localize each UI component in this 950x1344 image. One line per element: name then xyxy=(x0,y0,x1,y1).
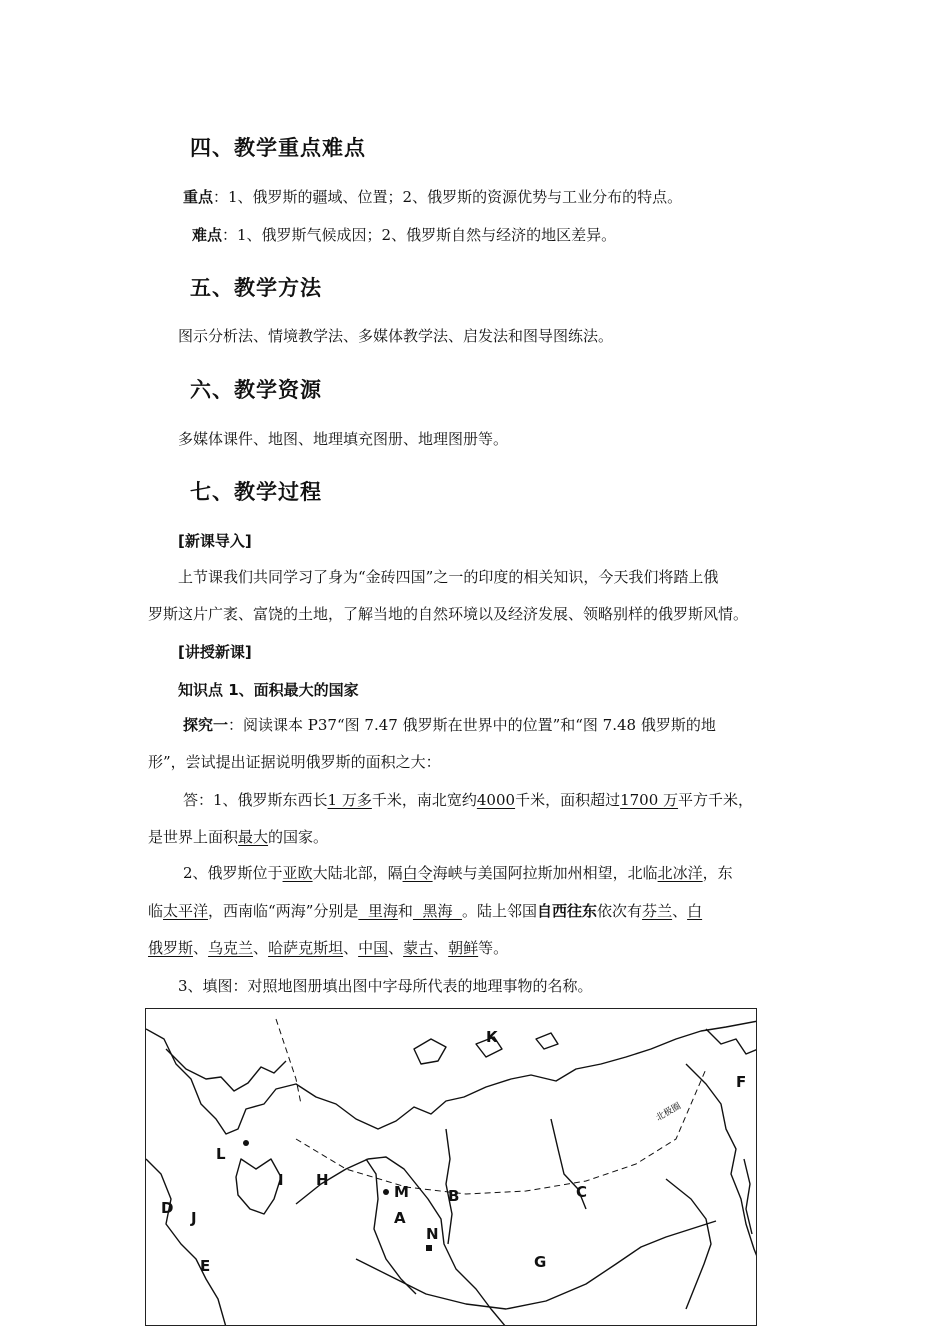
map-label-f: F xyxy=(736,1073,747,1091)
answer-strait: 白令 xyxy=(402,864,433,882)
answer-1-text: 千米，南北宽约 xyxy=(371,791,477,809)
explore-text-1: ：阅读课本 P37“图 7.47 俄罗斯在世界中的位置”和“图 7.48 俄罗斯的地 xyxy=(228,716,716,734)
section-6-title: 六、教学资源 xyxy=(190,378,322,402)
separator: 、 xyxy=(388,939,404,957)
map-label-k: K xyxy=(486,1028,498,1046)
answer-1-text: 千米，面积超过 xyxy=(515,791,621,809)
explore-label: 探究一 xyxy=(183,716,229,734)
answer-2-text: 大陆北部，隔 xyxy=(312,864,403,882)
answer-largest: 最大 xyxy=(238,828,269,846)
explore-line-1 xyxy=(183,714,716,735)
answer-area: 1700 万 xyxy=(620,791,679,809)
separator: 、 xyxy=(343,939,359,957)
section-5-title: 五、教学方法 xyxy=(190,276,322,300)
key-points-text: ：1、俄罗斯的疆域、位置；2、俄罗斯的资源优势与工业分布的特点。 xyxy=(213,188,683,206)
answer-direction: 自西往东 xyxy=(537,902,598,920)
difficulties-text: ：1、俄罗斯气候成因；2、俄罗斯自然与经济的地区差异。 xyxy=(222,226,617,244)
arctic-circle-label: 北极圈 xyxy=(654,1101,683,1124)
neighbor-belarus-part2: 俄罗斯 xyxy=(148,939,194,957)
answer-1-line-2 xyxy=(148,826,328,847)
map-label-a: A xyxy=(394,1209,406,1227)
answer-2-text: 海峡与美国阿拉斯加州相望，北临 xyxy=(432,864,658,882)
key-points-label: 重点 xyxy=(183,188,214,206)
knowledge-point-1: 知识点 1、面积最大的国家 xyxy=(178,681,359,699)
answer-width: 4000 xyxy=(476,791,516,809)
map-label-g: G xyxy=(534,1253,547,1271)
separator: 、 xyxy=(253,939,269,957)
intro-heading: [新课导入] xyxy=(178,532,252,550)
neighbor-finland: 芬兰 xyxy=(642,902,673,920)
answer-continent: 亚欧 xyxy=(282,864,313,882)
answer-1-text: 平方千米， xyxy=(678,791,754,809)
answer-length: 1 万多 xyxy=(327,791,372,809)
map-label-m: M xyxy=(394,1183,409,1201)
intro-line-1: 上节课我们共同学习了身为“金砖四国”之一的印度的相关知识，今天我们将踏上俄 xyxy=(178,568,719,586)
map-label-d: D xyxy=(161,1199,174,1217)
intro-line-2: 罗斯这片广袤、富饶的土地，了解当地的自然环境以及经济发展、领略别样的俄罗斯风情。 xyxy=(148,605,749,623)
answer-1-line-1 xyxy=(183,789,753,810)
answer-2-text: 依次有 xyxy=(597,902,643,920)
difficulties-line xyxy=(192,224,616,245)
answer-1-text: 是世界上面积 xyxy=(148,828,239,846)
separator: 、 xyxy=(672,902,688,920)
neighbor-mongolia: 蒙古 xyxy=(403,939,434,957)
answer-2-text: 等。 xyxy=(478,939,509,957)
answer-1-text: 答：1、俄罗斯东西长 xyxy=(183,791,328,809)
russia-outline-map xyxy=(145,1008,757,1326)
section-7-title: 七、教学过程 xyxy=(190,480,322,504)
separator: 、 xyxy=(433,939,449,957)
map-label-n: N xyxy=(426,1225,439,1243)
answer-2-text: 2、俄罗斯位于 xyxy=(183,864,283,882)
answer-3-text: 3、填图：对照地图册填出图中字母所代表的地理事物的名称。 xyxy=(178,977,593,995)
neighbor-china: 中国 xyxy=(358,939,389,957)
neighbor-kazakhstan: 哈萨克斯坦 xyxy=(268,939,344,957)
neighbor-ukraine: 乌克兰 xyxy=(208,939,254,957)
map-label-j: J xyxy=(191,1209,197,1227)
resources-text: 多媒体课件、地图、地理填充图册、地理图册等。 xyxy=(178,430,509,448)
answer-2-text: 和 xyxy=(397,902,413,920)
key-points-line xyxy=(183,186,682,207)
answer-1-text: 的国家。 xyxy=(268,828,329,846)
lesson-heading: [讲授新课] xyxy=(178,643,252,661)
answer-2-line-3 xyxy=(148,937,508,958)
map-label-i: I xyxy=(278,1171,284,1189)
map-label-h: H xyxy=(316,1171,329,1189)
answer-2-text: ，西南临“两海”分别是 xyxy=(208,902,359,920)
map-drawing xyxy=(146,1009,757,1326)
difficulties-label: 难点 xyxy=(192,226,223,244)
map-label-b: B xyxy=(448,1187,460,1205)
answer-east-ocean: 太平洋 xyxy=(163,902,209,920)
neighbor-belarus-part1: 白 xyxy=(687,902,703,920)
map-label-l: L xyxy=(216,1145,226,1163)
answer-2-text: ，东 xyxy=(702,864,733,882)
answer-2-line-1 xyxy=(183,862,733,883)
map-label-e: E xyxy=(200,1257,211,1275)
answer-2-text: 临 xyxy=(148,902,164,920)
neighbor-north-korea: 朝鲜 xyxy=(448,939,479,957)
answer-2-text: 。陆上邻国 xyxy=(462,902,538,920)
answer-sea-1: 里海 xyxy=(358,902,398,920)
answer-north-ocean: 北冰洋 xyxy=(657,864,703,882)
answer-sea-2: 黑海 xyxy=(412,902,463,920)
separator: 、 xyxy=(193,939,209,957)
answer-2-line-2 xyxy=(148,900,702,921)
methods-text: 图示分析法、情境教学法、多媒体教学法、启发法和图导图练法。 xyxy=(178,327,614,345)
map-label-c: C xyxy=(576,1183,588,1201)
explore-line-2: 形”，尝试提出证据说明俄罗斯的面积之大： xyxy=(148,753,441,771)
section-4-title: 四、教学重点难点 xyxy=(190,136,366,160)
